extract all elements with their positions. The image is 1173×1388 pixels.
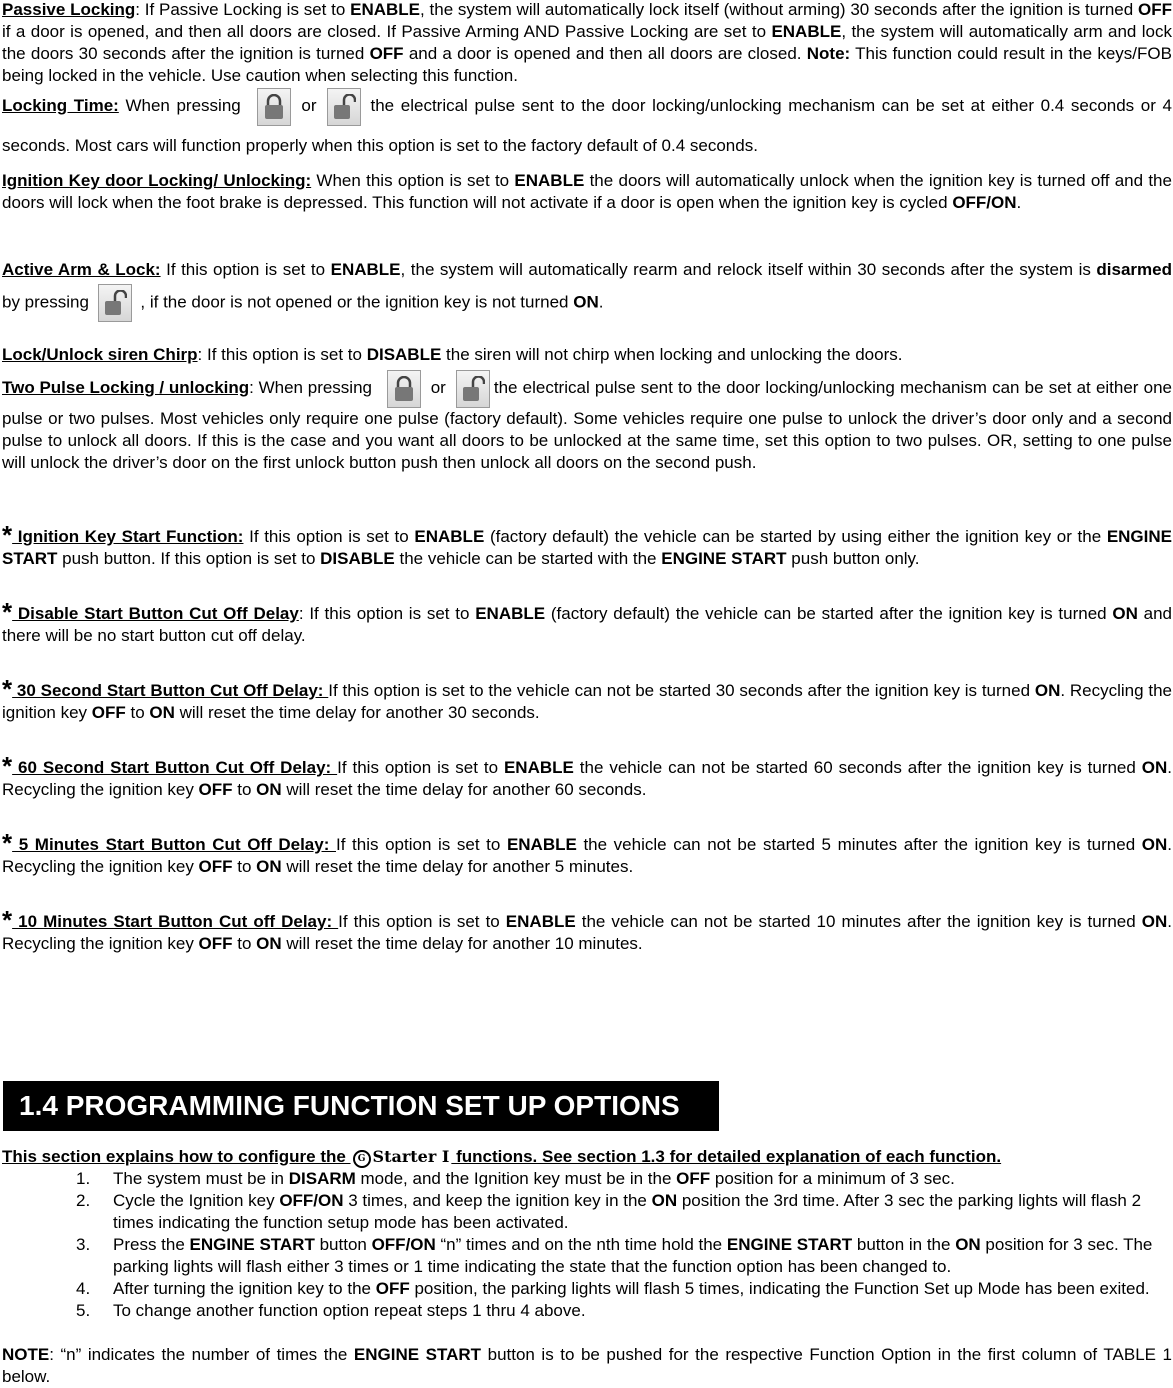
ignition-key-door-paragraph: Ignition Key door Locking/ Unlocking: When this option is set to ENABLE the doors will automatically unlock when the ignition key is turned off and the doors will lock when the foot brake is depressed. This function will not activate if a door is open when the ignition key is cycled OFF/ON. <box>2 171 1172 212</box>
list-item: 4. After turning the ignition key to the OFF position, the parking lights will flash 5 times, indicating the Function Set up Mode has been exited. <box>76 1279 1150 1298</box>
starter-logo: G Starter I <box>351 1146 452 1168</box>
list-item: 3. Press the ENGINE START button OFF/ON “n” times and on the nth time hold the ENGINE START button in the ON position for 3 sec. The parking lights will flash either 3 times or 1 time indicating the state that the function option has been changed to. <box>76 1235 1153 1276</box>
delay-60-paragraph: * 60 Second Start Button Cut Off Delay: If this option is set to ENABLE the vehicle can not be started 60 seconds after the ignition key is turned ON. Recycling the ignition key OFF to ON will reset the time delay for another 60 seconds. <box>2 751 1172 799</box>
siren-chirp-paragraph: Lock/Unlock siren Chirp: If this option is set to DISABLE the siren will not chirp when locking and unlocking the doors. <box>2 345 903 364</box>
active-arm-paragraph: Active Arm & Lock: If this option is set to ENABLE, the system will automatically rearm and relock itself within 30 seconds after the system is disarmed by pressing , if the door is not opened or the ignition key is not turned ON. <box>2 256 1172 322</box>
note-paragraph: NOTE: “n” indicates the number of times the ENGINE START button is to be pushed for the respective Function Option in the first column of TABLE 1 below. <box>2 1345 1172 1386</box>
section-intro: This section explains how to configure the G Starter I functions. See section 1.3 for detailed explanation of each function. <box>2 1147 1002 1166</box>
siren-chirp-heading: Lock/Unlock siren Chirp <box>2 345 198 364</box>
passive-locking-heading: Passive Locking <box>2 0 136 19</box>
section-banner: 1.4 PROGRAMMING FUNCTION SET UP OPTIONS <box>3 1081 719 1131</box>
two-pulse-heading: Two Pulse Locking / unlocking <box>2 378 250 397</box>
ignition-key-start-paragraph: * Ignition Key Start Function: If this option is set to ENABLE (factory default) the vehicle can be started by using either the ignition key or the ENGINE START push button. If this option is set to DISABLE the vehicle can be started with the ENGINE START push button only. <box>2 520 1172 568</box>
delay-30-heading: 30 Second Start Button Cut Off Delay: <box>12 681 329 700</box>
delay-10min-heading: 10 Minutes Start Button Cut off Delay: <box>12 912 339 931</box>
list-item: 2. Cycle the Ignition key OFF/ON 3 times, and keep the ignition key in the ON position the 3rd time. After 3 sec the parking lights will flash 2 times indicating the function setup mode has been activated. <box>76 1191 1142 1232</box>
delay-10min-paragraph: * 10 Minutes Start Button Cut off Delay: If this option is set to ENABLE the vehicle can not be started 10 minutes after the ignition key is turned ON. Recycling the ignition key OFF to ON will reset the time delay for another 10 minutes. <box>2 905 1172 953</box>
unlock-icon <box>327 88 361 126</box>
ignition-key-door-heading: Ignition Key door Locking/ Unlocking: <box>2 171 312 190</box>
list-item: 5. To change another function option repeat steps 1 thru 4 above. <box>76 1301 586 1320</box>
delay-30-paragraph: * 30 Second Start Button Cut Off Delay: If this option is set to the vehicle can not be started 30 seconds after the ignition key is turned ON. Recycling the ignition key OFF to ON will reset the time delay for another 30 seconds. <box>2 674 1173 722</box>
disable-start-delay-heading: Disable Start Button Cut Off Delay <box>12 604 299 623</box>
setup-steps-list <box>0 1168 1172 1322</box>
unlock-icon <box>456 370 490 408</box>
lock-icon <box>387 370 421 408</box>
lock-icon <box>257 88 291 126</box>
delay-5min-paragraph: * 5 Minutes Start Button Cut Off Delay: If this option is set to ENABLE the vehicle can not be started 5 minutes after the ignition key is turned ON. Recycling the ignition key OFF to ON will reset the time delay for another 5 minutes. <box>2 828 1172 876</box>
locking-time-heading: Locking Time: <box>2 96 119 115</box>
starter-logo-icon: G <box>353 1150 371 1168</box>
delay-60-heading: 60 Second Start Button Cut Off Delay: <box>12 758 338 777</box>
locking-time-paragraph: Locking Time: When pressing or the electrical pulse sent to the door locking/unlocking mechanism can be set at either 0.4 seconds or 4 seconds. Most cars will function properly when this option is set to the factory default of 0.4 seconds. <box>2 86 1172 166</box>
unlock-icon <box>98 284 132 322</box>
active-arm-heading: Active Arm & Lock: <box>2 260 161 279</box>
list-item: 1. The system must be in DISARM mode, and the Ignition key must be in the OFF position for a minimum of 3 sec. <box>76 1169 955 1188</box>
ignition-key-start-heading: Ignition Key Start Function: <box>12 527 244 546</box>
delay-5min-heading: 5 Minutes Start Button Cut Off Delay: <box>12 835 336 854</box>
disable-start-delay-paragraph: * Disable Start Button Cut Off Delay: If this option is set to ENABLE (factory default) the vehicle can be started after the ignition key is turned ON and there will be no start button cut off delay. <box>2 597 1172 645</box>
passive-locking-paragraph: Passive Locking: If Passive Locking is set to ENABLE, the system will automatically lock itself (without arming) 30 seconds after the ignition is turned OFF if a door is opened, and then all doors are closed. If Passive Arming AND Passive Locking are set to ENABLE, the system will automatically arm and lock the doors 30 seconds after the ignition is turned OFF and a door is opened and then all doors are closed. Note: This function could result in the keys/FOB being locked in the vehicle. Use caution when selecting this function. <box>2 0 1173 85</box>
two-pulse-paragraph: Two Pulse Locking / unlocking: When pressing or the electrical pulse sent to the door locking/unlocking mechanism can be set at either one pulse or two pulses. Most vehicles only require one pulse (factory default). Some vehicles require one pulse to unlock the driver’s door only and a second pulse to unlock all doors. If this is the case and you want all doors to be unlocked at the same time, set this option to two pulses. OR, setting to one pulse will unlock the driver’s door on the first unlock button push then unlock all doors on the second push. <box>2 368 1172 474</box>
